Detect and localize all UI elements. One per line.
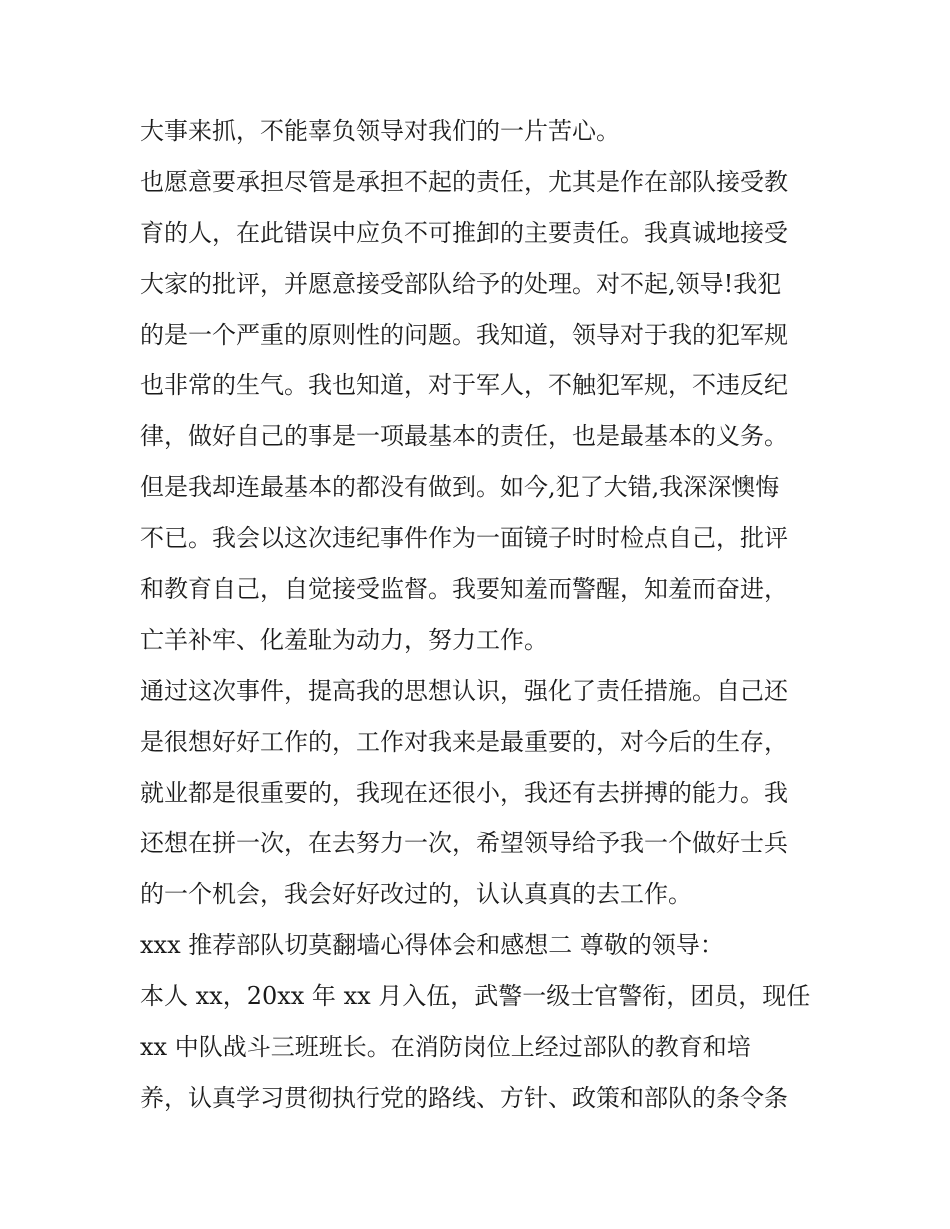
text-line: 律，做好自己的事是一项最基本的责任，也是最基本的义务。: [140, 422, 788, 451]
body-text: [140, 106, 820, 1124]
text-line: xx 中队战斗三班班长。在消防岗位上经过部队的教育和培: [140, 1033, 751, 1062]
text-line: 还想在拼一次，在去努力一次，希望领导给予我一个做好士兵: [140, 829, 788, 858]
text-line: 就业都是很重要的，我现在还很小，我还有去拼搏的能力。我: [140, 778, 788, 807]
text-line: 本人 xx，20xx 年 xx 月入伍，武警一级士官警衔，团员，现任: [140, 982, 811, 1011]
text-line: 的一个机会，我会好好改过的，认认真真的去工作。: [140, 880, 692, 909]
text-line: 大家的批评，并愿意接受部队给予的处理。对不起,领导!我犯: [140, 269, 782, 298]
text-line: 养，认真学习贯彻执行党的路线、方针、政策和部队的条令条: [140, 1083, 788, 1112]
text-line: 和教育自己，自觉接受监督。我要知羞而警醒，知羞而奋进，: [140, 575, 788, 604]
text-line: 也愿意要承担尽管是承担不起的责任，尤其是作在部队接受教: [140, 167, 788, 196]
text-line: 亡羊补牢、化羞耻为动力，努力工作。: [140, 625, 548, 654]
text-line: xxx 推荐部队切莫翻墙心得体会和感想二 尊敬的领导：: [140, 931, 724, 960]
text-line: 但是我却连最基本的都没有做到。如今,犯了大错,我深深懊悔: [140, 473, 780, 502]
text-line: 大事来抓，不能辜负领导对我们的一片苦心。: [140, 117, 620, 145]
text-line: 通过这次事件，提高我的思想认识，强化了责任措施。自己还: [140, 676, 788, 705]
text-line: 是很想好好工作的，工作对我来是最重要的，对今后的生存，: [140, 727, 788, 756]
text-line: 育的人，在此错误中应负不可推卸的主要责任。我真诚地接受: [140, 218, 788, 247]
text-line: 不已。我会以这次违纪事件作为一面镜子时时检点自己，批评: [140, 524, 788, 553]
text-line: 也非常的生气。我也知道，对于军人，不触犯军规，不违反纪: [140, 371, 788, 400]
text-line: 的是一个严重的原则性的问题。我知道，领导对于我的犯军规: [140, 320, 788, 349]
